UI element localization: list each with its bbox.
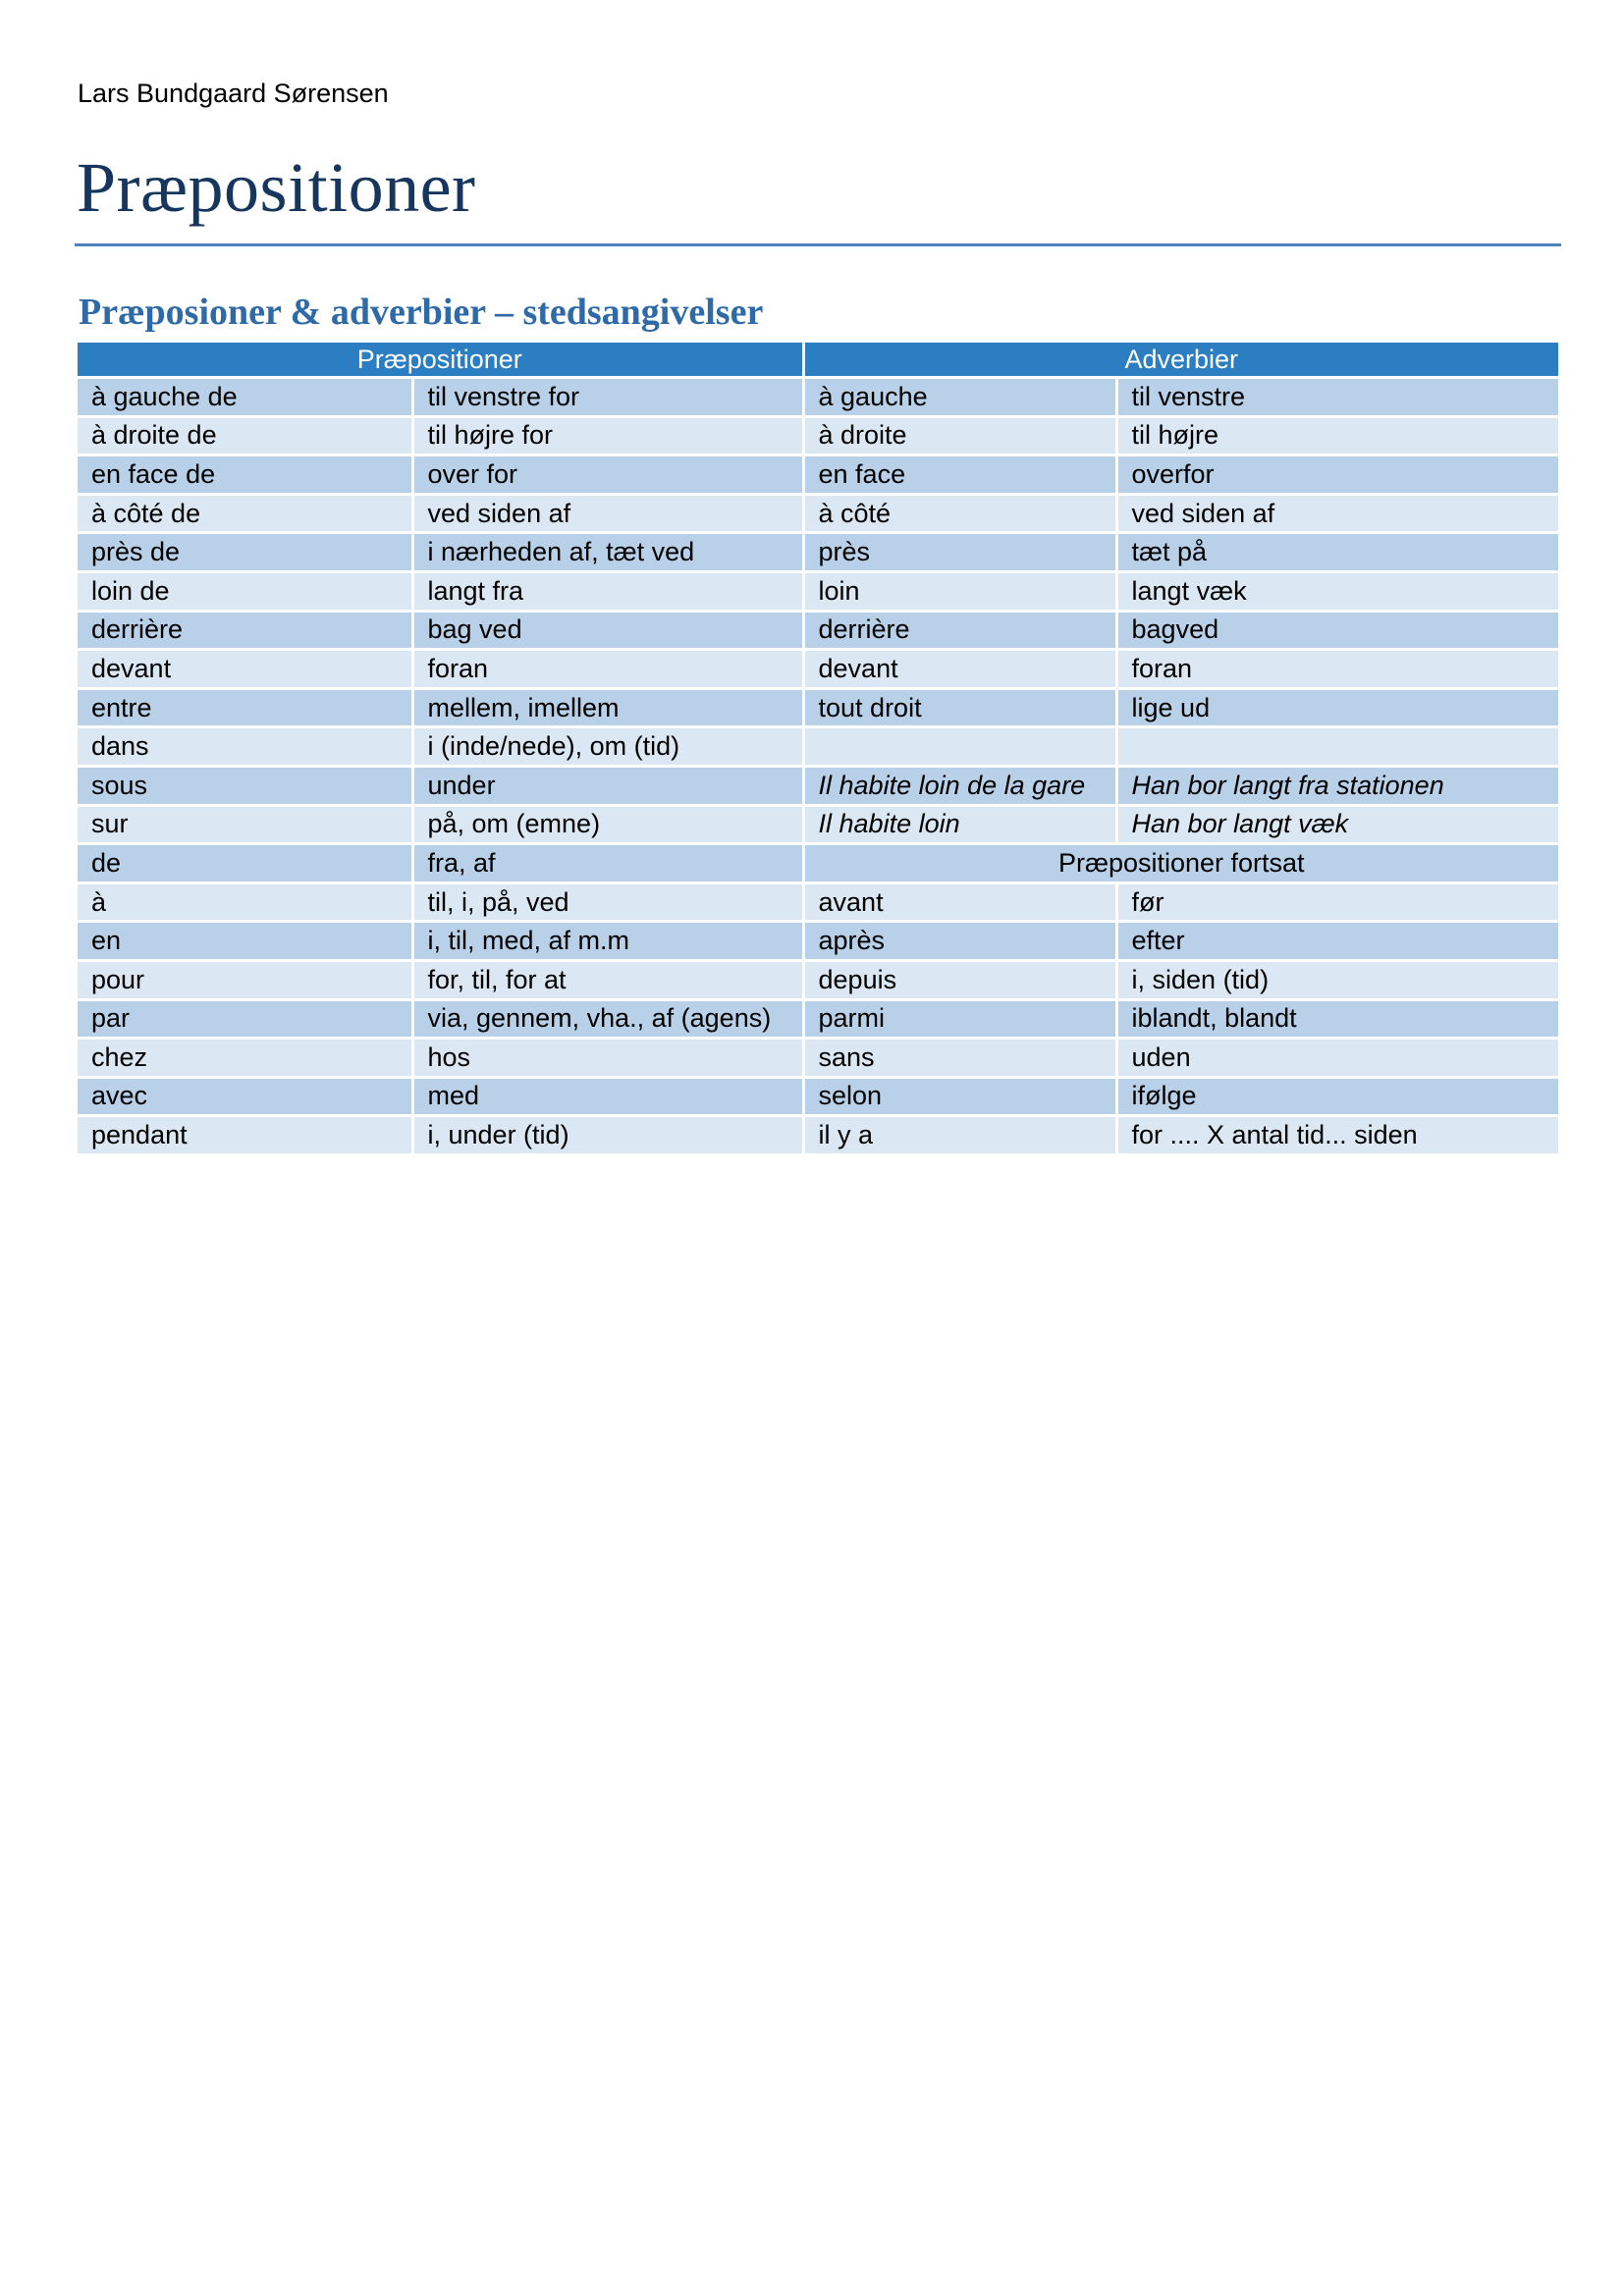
- example-cell: Il habite loin: [803, 805, 1116, 844]
- cell: foran: [412, 650, 803, 689]
- table-row: [78, 1077, 1558, 1116]
- cell: til venstre: [1116, 378, 1558, 417]
- cell: efter: [1116, 922, 1558, 961]
- cell: avant: [803, 882, 1116, 922]
- cell: selon: [803, 1077, 1116, 1116]
- cell: tæt på: [1116, 533, 1558, 572]
- table-row: [78, 494, 1558, 533]
- table-row: [78, 611, 1558, 650]
- cell: lige ud: [1116, 688, 1558, 727]
- table-header-row: [78, 343, 1558, 378]
- table-row: [78, 960, 1558, 999]
- cell: i, under (tid): [412, 1116, 803, 1155]
- table-row: [78, 844, 1558, 883]
- cell: avec: [78, 1077, 412, 1116]
- cell: i, til, med, af m.m: [412, 922, 803, 961]
- cell: for, til, for at: [412, 960, 803, 999]
- cell: derrière: [803, 611, 1116, 650]
- cell: derrière: [78, 611, 412, 650]
- cell: uden: [1116, 1039, 1558, 1078]
- cell: [803, 727, 1116, 767]
- cell: iblandt, blandt: [1116, 999, 1558, 1039]
- cell: under: [412, 766, 803, 805]
- cell: après: [803, 922, 1116, 961]
- vocabulary-table: [78, 343, 1558, 1156]
- cell: via, gennem, vha., af (agens): [412, 999, 803, 1039]
- cell: à gauche de: [78, 378, 412, 417]
- cell: til højre for: [412, 416, 803, 455]
- cell: en face de: [78, 455, 412, 495]
- section-heading: Præposioner & adverbier – stedsangivelser: [79, 292, 764, 333]
- cell: près: [803, 533, 1116, 572]
- cell: i (inde/nede), om (tid): [412, 727, 803, 767]
- cell: til højre: [1116, 416, 1558, 455]
- table-row: [78, 766, 1558, 805]
- example-cell: Il habite loin de la gare: [803, 766, 1116, 805]
- cell: med: [412, 1077, 803, 1116]
- cell: sous: [78, 766, 412, 805]
- cell: hos: [412, 1039, 803, 1078]
- table-row: [78, 805, 1558, 844]
- table-row: [78, 922, 1558, 961]
- cell: til, i, på, ved: [412, 882, 803, 922]
- table-row: [78, 416, 1558, 455]
- cell: sur: [78, 805, 412, 844]
- cell: loin de: [78, 571, 412, 611]
- header-adverbs: Adverbier: [803, 343, 1558, 378]
- cell: à côté de: [78, 494, 412, 533]
- cell: à: [78, 882, 412, 922]
- table-row: [78, 1116, 1558, 1155]
- cell: bagved: [1116, 611, 1558, 650]
- cell: sans: [803, 1039, 1116, 1078]
- title-divider: [75, 243, 1561, 246]
- cell: ifølge: [1116, 1077, 1558, 1116]
- cell: i nærheden af, tæt ved: [412, 533, 803, 572]
- table-row: [78, 688, 1558, 727]
- cell: parmi: [803, 999, 1116, 1039]
- cell: i, siden (tid): [1116, 960, 1558, 999]
- cell: à droite: [803, 416, 1116, 455]
- cell: devant: [803, 650, 1116, 689]
- cell: ved siden af: [1116, 494, 1558, 533]
- cell: pendant: [78, 1116, 412, 1155]
- cell: près de: [78, 533, 412, 572]
- table-row: [78, 455, 1558, 495]
- cell: il y a: [803, 1116, 1116, 1155]
- cell: tout droit: [803, 688, 1116, 727]
- table-row: [78, 571, 1558, 611]
- author-name: Lars Bundgaard Sørensen: [78, 79, 389, 108]
- cell: en face: [803, 455, 1116, 495]
- cell: à côté: [803, 494, 1116, 533]
- subheading-prepositions-continued: Præpositioner fortsat: [803, 844, 1558, 883]
- cell: bag ved: [412, 611, 803, 650]
- table-row: [78, 882, 1558, 922]
- table-row: [78, 1039, 1558, 1078]
- cell: for .... X antal tid... siden: [1116, 1116, 1558, 1155]
- cell: à gauche: [803, 378, 1116, 417]
- cell: [1116, 727, 1558, 767]
- cell: over for: [412, 455, 803, 495]
- table-row: [78, 650, 1558, 689]
- table-row: [78, 533, 1558, 572]
- table-row: [78, 727, 1558, 767]
- cell: depuis: [803, 960, 1116, 999]
- cell: par: [78, 999, 412, 1039]
- cell: langt fra: [412, 571, 803, 611]
- cell: overfor: [1116, 455, 1558, 495]
- cell: dans: [78, 727, 412, 767]
- cell: de: [78, 844, 412, 883]
- header-prepositions: Præpositioner: [78, 343, 803, 378]
- cell: til venstre for: [412, 378, 803, 417]
- example-cell: Han bor langt fra stationen: [1116, 766, 1558, 805]
- cell: entre: [78, 688, 412, 727]
- cell: pour: [78, 960, 412, 999]
- cell: loin: [803, 571, 1116, 611]
- page-title: Præpositioner: [77, 148, 476, 227]
- cell: langt væk: [1116, 571, 1558, 611]
- cell: på, om (emne): [412, 805, 803, 844]
- cell: devant: [78, 650, 412, 689]
- table-row: [78, 378, 1558, 417]
- cell: fra, af: [412, 844, 803, 883]
- cell: foran: [1116, 650, 1558, 689]
- table-row: [78, 999, 1558, 1039]
- cell: ved siden af: [412, 494, 803, 533]
- cell: mellem, imellem: [412, 688, 803, 727]
- cell: à droite de: [78, 416, 412, 455]
- cell: før: [1116, 882, 1558, 922]
- cell: chez: [78, 1039, 412, 1078]
- example-cell: Han bor langt væk: [1116, 805, 1558, 844]
- cell: en: [78, 922, 412, 961]
